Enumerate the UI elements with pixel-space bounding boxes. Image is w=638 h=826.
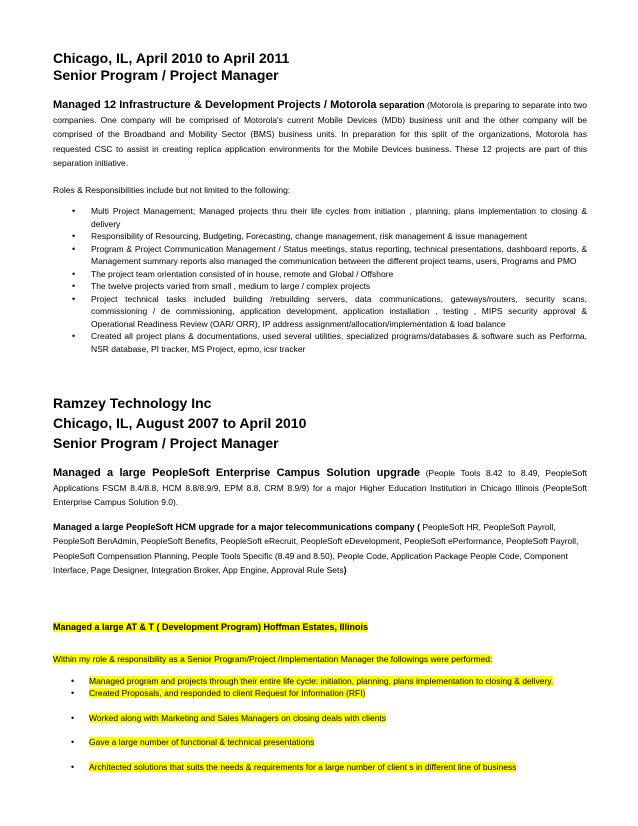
list-item-text: Created all project plans & documentations, used several utilities, specialized programs/databases & software such as Performa, NSR database, PI tracker, MS Project, epmo, icsr tracker [91, 331, 587, 354]
list-item [53, 280, 587, 293]
bullet-icon: • [71, 688, 75, 698]
role-intro [53, 652, 587, 667]
list-item [53, 330, 587, 355]
job1-dates-heading: Chicago, IL, April 2010 to April 2011 [53, 50, 290, 66]
job1-project-separation: separation [379, 100, 425, 110]
bullet-icon: • [72, 268, 76, 279]
bullet-icon: • [72, 331, 76, 341]
job1-bullet-list [53, 205, 587, 355]
job2-title-heading: Senior Program / Project Manager [53, 435, 279, 451]
upgrade2-close: ) [343, 565, 347, 575]
job1-project-title: Managed 12 Infrastructure & Development Projects / Motorola [53, 99, 377, 111]
list-item-text: Architected solutions that suits the needs & requirements for a large number of client s in different line of business [89, 761, 517, 772]
list-item-text: Created Proposals, and responded to client Request for Information (RFI) [89, 688, 366, 698]
list-item-text: Worked along with Marketing and Sales Managers on closing deals with clients [89, 712, 387, 723]
upgrade1-title: Managed a large PeopleSoft Enterprise Campus Solution upgrade [53, 467, 421, 479]
bullet-icon: • [72, 281, 76, 291]
job1-roles-intro: Roles & Responsibilities include but not limited to the following: [53, 184, 291, 195]
list-item-text: Program & Project Communication Management / Status meetings, status reporting, technical presentations, dashboard reports, & Management summary reports also managed the communication between the different project teams, users, Programs and PMO [91, 243, 587, 266]
bullet-icon: • [71, 761, 75, 772]
role-intro-text: Within my role & responsibility as a Senior Program/Project /Implementation Manager the followings were performed: [53, 654, 493, 664]
bullet-icon: • [71, 712, 75, 723]
list-item [53, 712, 587, 725]
upgrade2-title: Managed a large PeopleSoft HCM upgrade for a major telecommunications company ( [53, 521, 421, 532]
list-item-text: Gave a large number of functional & technical presentations [89, 737, 315, 747]
list-item [53, 687, 587, 700]
bullet-icon: • [71, 675, 75, 686]
list-item [53, 243, 587, 268]
att-program-title: Managed a large AT & T ( Development Program) Hoffman Estates, Illinois [53, 621, 369, 632]
list-item [53, 736, 587, 749]
job2-upgrade2 [53, 520, 587, 578]
att-program-heading [53, 620, 587, 635]
list-item-text: Managed program and projects through their entire life cycle: initiation, planning, plans implementation to closing & delivery. [89, 675, 554, 686]
att-bullet-list [53, 675, 587, 774]
list-item-text: The project team orientation consisted of in house, remote and Global / Offshore [91, 268, 394, 279]
job1-project-description: (Motorola is preparing to separate into two companies. One company will be comprised of Motorola's current Mobile Devices (MDb) business unit and the other company will be comprised of the Broadband and Mobility Sector (BMS) business units. In preparation for this split of the organizations, Motorola has requested CSC to assist in creating replica application environments for the Mobile Devices business. These 12 projects are part of this separation initiative. [53, 100, 587, 168]
job2-upgrade1 [53, 466, 587, 510]
upgrade1-description: (People Tools 8.42 to 8.49, PeopleSoft Applications FSCM 8.4/8.8, HCM 8.8/8.9/9, EPM 8.8, CRM 8.9/9) for a major Higher Education Institution in Chicago Illinois (PeopleSoft Enterprise Campus Solution 9.0). [53, 468, 588, 507]
list-item [53, 761, 587, 774]
list-item [53, 268, 587, 281]
bullet-icon: • [72, 206, 76, 216]
bullet-icon: • [71, 737, 75, 747]
list-item [53, 205, 587, 230]
list-item-text: Responsibility of Resourcing, Budgeting, Forecasting, change management, risk management & issue management [91, 231, 528, 241]
company-heading: Ramzey Technology Inc [53, 395, 212, 411]
upgrade2-description: PeopleSoft HR, PeopleSoft Payroll, PeopleSoft BenAdmin, PeopleSoft Benefits, PeopleSoft eRecruit, PeopleSoft eDevelopment, PeopleSoft ePerformance, PeopleSoft Payroll, PeopleSoft Compensation Planning, People Tools Specific (8.49 and 8.50), People Code, Application Package People Code, Component Interface, Page Designer, Integration Broker, App Engine, Approval Rule Sets [53, 521, 579, 575]
list-item [53, 230, 587, 243]
list-item-text: Project technical tasks included building /rebuilding servers, data communications, gateways/routers, security scans, commissioning / de commissioning, application development, application installation , testing , MIPS security approval & Operational Readiness Review (OAR/ ORR), IP address assignment/allocation/implementation & load balance [91, 293, 587, 329]
list-item-text: The twelve projects varied from small , medium to large / complex projects [91, 281, 371, 291]
list-item [53, 293, 587, 331]
job2-dates-heading: Chicago, IL, August 2007 to April 2010 [53, 415, 307, 431]
bullet-icon: • [72, 243, 76, 254]
bullet-icon: • [72, 293, 76, 304]
job1-project-summary [53, 98, 587, 171]
list-item-text: Multi Project Management; Managed projects thru their life cycles from initiation , planning, plans implementation to closing & delivery [91, 206, 587, 229]
job1-title-heading: Senior Program / Project Manager [53, 67, 279, 83]
list-item [53, 675, 587, 688]
bullet-icon: • [72, 231, 76, 241]
resume-page [53, 50, 587, 773]
